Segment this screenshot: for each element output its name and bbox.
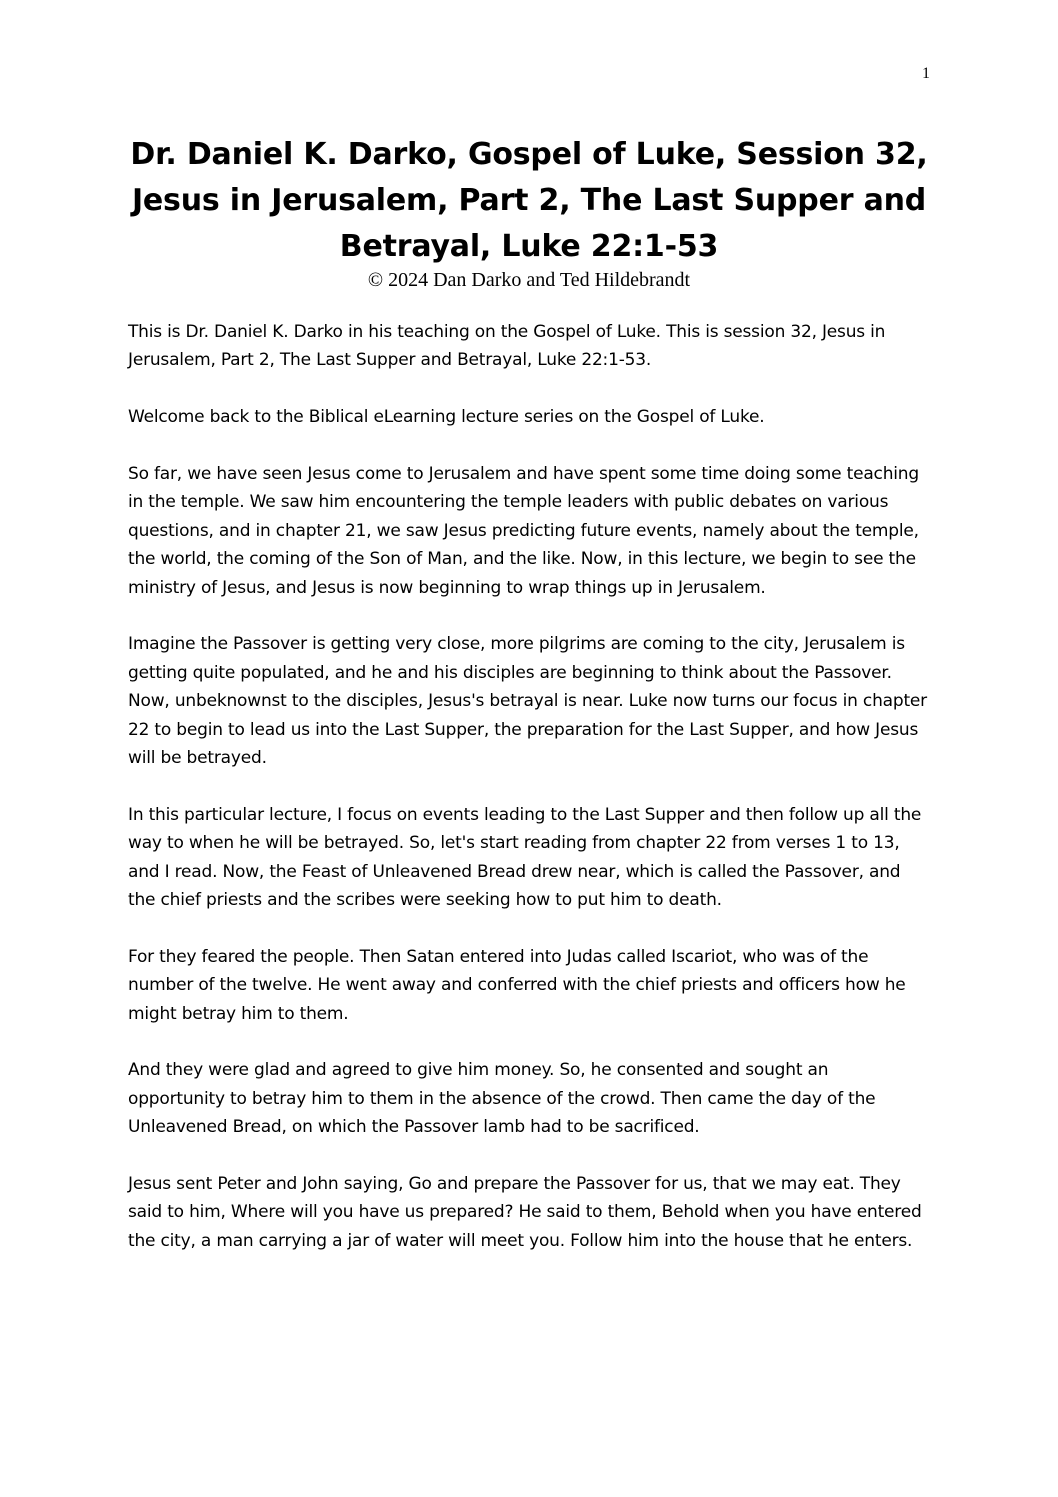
body-text (128, 318, 928, 1284)
paragraph-lecture-focus: In this particular lecture, I focus on events leading to the Last Supper and then follow up all the way to when he will be betrayed. So, let's start reading from chapter 22 from verses 1 to 13, and I read. Now, the Feast of Unleavened Bread drew near, which is called the Passover, and the chief priests and the scribes were seeking how to put him to death. (128, 804, 922, 911)
paragraph-money: And they were glad and agreed to give him money. So, he consented and sought an opportunity to betray him to them in the absence of the crowd. Then came the day of the Unleavened Bread, on which the Passover lamb had to be sacrificed. (128, 1060, 876, 1138)
paragraph-so-far: So far, we have seen Jesus come to Jerusalem and have spent some time doing some teaching in the temple. We saw him encountering the temple leaders with public debates on various questions, and in chapter 21, we saw Jesus predicting future events, namely about the temple, the world, the coming of the Son of Man, and the like. Now, in this lecture, we begin to see the ministry of Jesus, and Jesus is now beginning to wrap things up in Jerusalem. (128, 464, 919, 598)
paragraph-peter-john: Jesus sent Peter and John saying, Go and prepare the Passover for us, that we may eat. They said to him, Where will you have us prepared? He said to them, Behold when you have entered the city, a man carrying a jar of water will meet you. Follow him into the house that he enters. (128, 1174, 922, 1251)
paragraph-judas: For they feared the people. Then Satan entered into Judas called Iscariot, who was of the number of the twelve. He went away and conferred with the chief priests and officers how he might betray him to them. (128, 946, 906, 1024)
paragraph-welcome: Welcome back to the Biblical eLearning lecture series on the Gospel of Luke. (128, 407, 765, 428)
document-title: Dr. Daniel K. Darko, Gospel of Luke, Session 32, Jesus in Jerusalem, Part 2, The Last Supper and Betrayal, Luke 22:1-53 (130, 137, 928, 264)
copyright-line: © 2024 Dan Darko and Ted Hildebrandt (367, 269, 691, 291)
paragraph-passover: Imagine the Passover is getting very close, more pilgrims are coming to the city, Jerusalem is getting quite populated, and he and his disciples are beginning to think about the Passover. Now, unbeknownst to the disciples, Jesus's betrayal is near. Luke now turns our focus in chapter 22 to begin to lead us into the Last Supper, the preparation for the Last Supper, and how Jesus will be betrayed. (128, 634, 927, 769)
paragraph-intro: This is Dr. Daniel K. Darko in his teaching on the Gospel of Luke. This is session 32, Jesus in Jerusalem, Part 2, The Last Supper and Betrayal, Luke 22:1-53. (128, 322, 886, 371)
page-number: 1 (922, 65, 930, 82)
